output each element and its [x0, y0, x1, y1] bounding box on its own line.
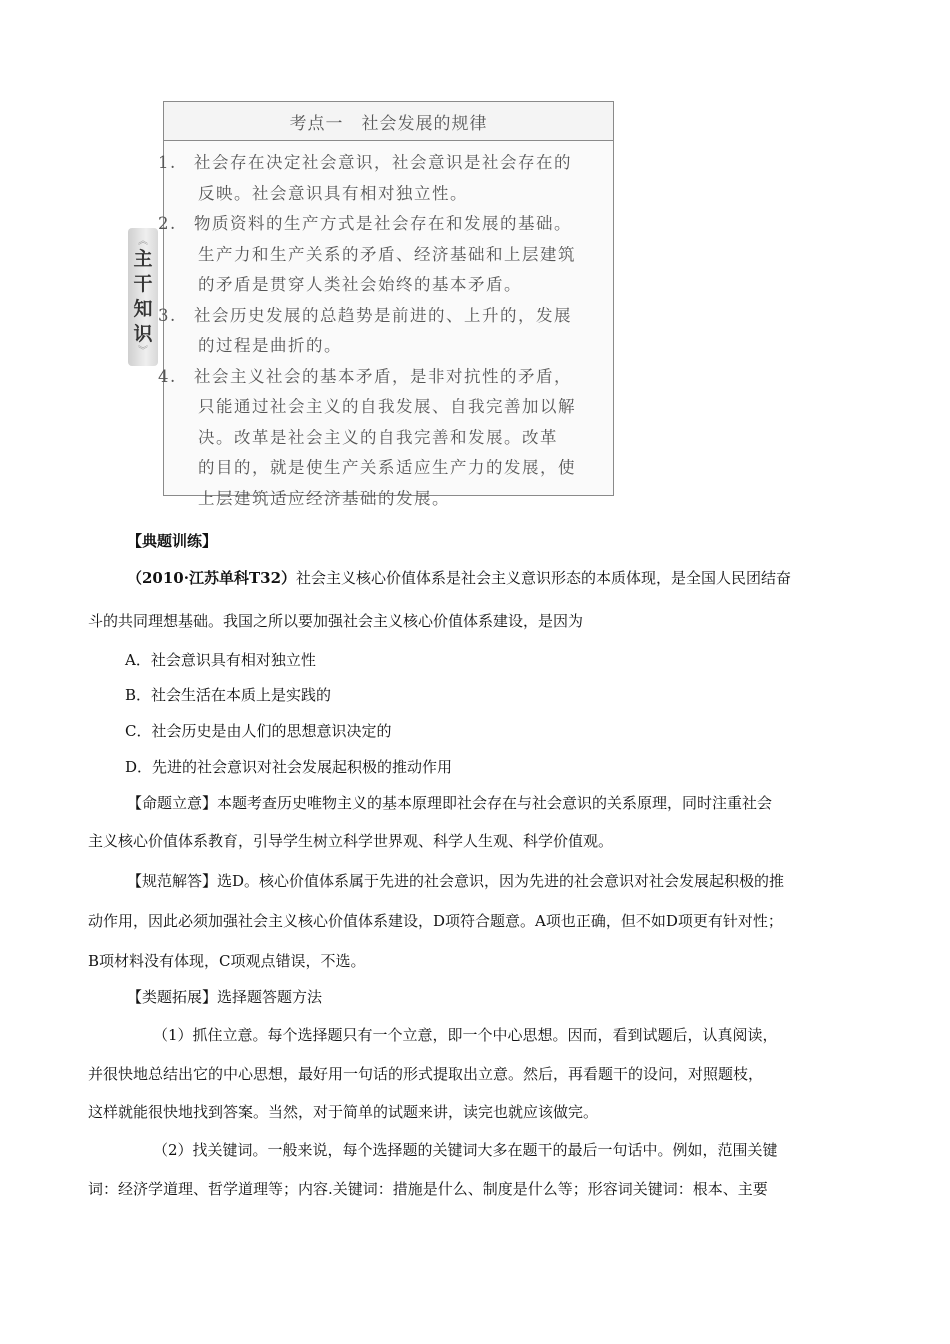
item-line: 的过程是曲折的。: [198, 336, 342, 355]
option-c: C．社会历史是由人们的思想意识决定的: [125, 722, 392, 740]
double-chevron-up-icon: ︽: [138, 236, 148, 247]
item-line: 社会历史发展的总趋势是前进的、上升的，发展: [194, 305, 572, 325]
extension-p1-line-3: 这样就能很快地找到答案。当然，对于简单的试题来讲，读完也就应该做完。: [88, 1103, 599, 1121]
item-number: 2.: [158, 214, 177, 233]
knowledge-item-3: [158, 301, 599, 362]
section-heading: 【典题训练】: [127, 532, 218, 550]
extension-heading: 【类题拓展】选择题答题方法: [127, 988, 323, 1006]
double-chevron-down-icon: ︾: [138, 346, 148, 357]
item-line: 社会主义社会的基本矛盾，是非对抗性的矛盾，: [194, 366, 572, 386]
item-line: 只能通过社会主义的自我发展、自我完善加以解: [198, 397, 576, 416]
answer-line-1: 【规范解答】选D。核心价值体系属于先进的社会意识，因为先进的社会意识对社会发展起积极的推: [127, 872, 785, 890]
item-number: 3.: [158, 305, 177, 325]
option-d: D．先进的社会意识对社会发展起积极的推动作用: [125, 758, 453, 776]
answer-line-3: B项材料没有体现，C项观点错误，不选。: [88, 952, 366, 970]
option-a: A．社会意识具有相对独立性: [125, 651, 316, 669]
item-line: 社会存在决定社会意识，社会意识是社会存在的: [194, 153, 572, 172]
knowledge-box-title: 考点一 社会发展的规律: [164, 102, 613, 141]
item-line: 的目的，就是使生产关系适应生产力的发展，使: [198, 458, 576, 477]
item-line: 物质资料的生产方式是社会存在和发展的基础。: [194, 214, 572, 233]
item-line: 反映。社会意识具有相对独立性。: [198, 183, 468, 203]
item-number: 1.: [158, 153, 177, 172]
side-tab-main-knowledge: [128, 228, 158, 366]
extension-p2-line-2: 词：经济学道理、哲学道理等；内容.关键词：措施是什么、制度是什么等；形容词关键词：根本、主要: [88, 1180, 768, 1198]
intent-line-1: 【命题立意】本题考查历史唯物主义的基本原理即社会存在与社会意识的关系原理，同时注重社会: [127, 794, 773, 812]
side-tab-char: 主: [133, 248, 153, 270]
item-line: 决。改革是社会主义的自我完善和发展。改革: [198, 427, 558, 447]
side-tab-char: 干: [133, 273, 153, 295]
extension-p1-line-1: （1）抓住立意。每个选择题只有一个立意，即一个中心思想。因而，看到试题后，认真阅读，: [153, 1026, 778, 1044]
question-source: （2010·江苏单科T32）: [127, 569, 297, 587]
item-line: 上层建筑适应经济基础的发展。: [198, 488, 450, 508]
extension-p1-line-2: 并很快地总结出它的中心思想，最好用一句话的形式提取出立意。然后，再看题干的设问，对照题枝，: [88, 1065, 764, 1083]
question-stem-text: 社会主义核心价值体系是社会主义意识形态的本质体现，是全国人民团结奋: [296, 569, 792, 587]
item-number: 4.: [158, 366, 177, 386]
answer-line-2: 动作用，因此必须加强社会主义核心价值体系建设，D项符合题意。A项也正确，但不如D项更有针对性；: [88, 912, 783, 930]
intent-line-2: 主义核心价值体系教育，引导学生树立科学世界观、科学人生观、科学价值观。: [88, 832, 614, 850]
item-line: 生产力和生产关系的矛盾、经济基础和上层建筑: [198, 244, 576, 264]
knowledge-item-4: [158, 362, 599, 515]
knowledge-box: [158, 101, 614, 508]
extension-p2-line-1: （2）找关键词。一般来说，每个选择题的关键词大多在题干的最后一句话中。例如，范围关键: [153, 1141, 778, 1159]
side-tab-char: 识: [133, 323, 153, 345]
question-stem-line-2: 斗的共同理想基础。我国之所以要加强社会主义核心价值体系建设，是因为: [88, 612, 584, 630]
knowledge-item-2: [158, 209, 599, 301]
option-b: B．社会生活在本质上是实践的: [125, 686, 332, 704]
item-line: 的矛盾是贯穿人类社会始终的基本矛盾。: [198, 275, 522, 294]
question-stem-line-1: [127, 567, 791, 588]
side-tab-char: 知: [133, 298, 153, 320]
knowledge-box-body: [158, 141, 613, 514]
knowledge-item-1: [158, 148, 599, 209]
